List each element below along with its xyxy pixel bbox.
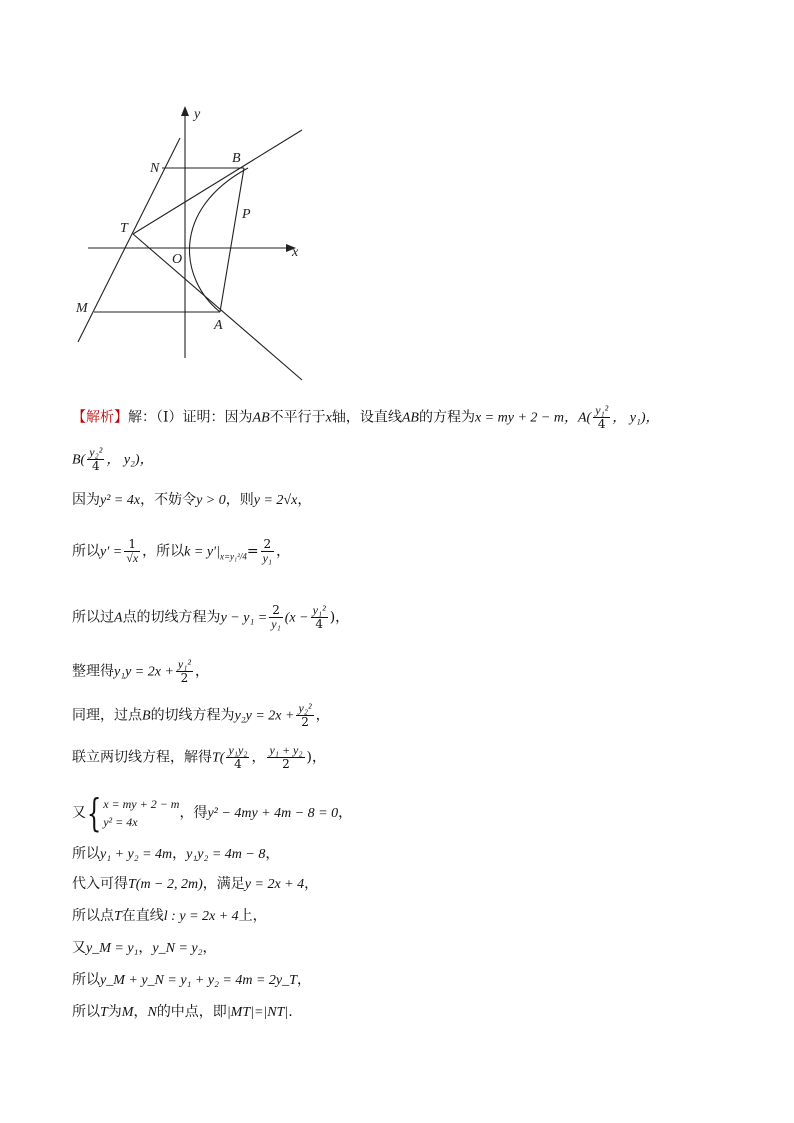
label-p: P [242, 207, 251, 222]
label-y: y [194, 107, 201, 122]
label-a: A [214, 318, 223, 333]
label-n: N [150, 161, 160, 176]
label-t: T [120, 221, 128, 236]
label-o: O [172, 252, 183, 267]
solution-line-9: 又{ x = my + 2 − m y² = 4x ，得y² − 4my + 4m − 8 = 0， [72, 791, 353, 835]
tangent-line-a [133, 234, 302, 380]
solution-line-3: 因为y² = 4x，不妨令y > 0，则y = 2√x， [72, 492, 312, 508]
label-b: B [232, 151, 241, 166]
solution-line-13: 又y_M = y₁，y_N = y₂， [72, 940, 217, 956]
solution-line-10: 所以y₁ + y₂ = 4m，y₁y₂ = 4m − 8， [72, 846, 280, 862]
directrix-line [78, 138, 183, 342]
analysis-tag: 【解析】 [72, 409, 128, 426]
solution-line-1: 【解析】解：（Ⅰ）证明：因为AB不平行于x轴，设直线AB的方程为x = my + 2 − m，A( $\frac{\text{y₁²}}{4}$ ， y₁)， [72, 403, 660, 431]
solution-line-2: B( $\frac{\text{y₂²}}{4}$ ， y₂)， [72, 445, 154, 473]
label-m: M [76, 301, 88, 316]
solution-line-7: 同理，过点B的切线方程为y₂y = 2x + $\frac{\text{y₂²}}{2}$ ， [72, 701, 330, 729]
geometry-figure [70, 100, 320, 390]
solution-line-5: 所以过A点的切线方程为y − y₁ = $\frac{2}{\text{y₁}}$ (x − $\frac{\text{y₁²}}{4}$ )， [72, 603, 350, 631]
solution-line-8: 联立两切线方程，解得T( $\frac{\text{y₁y₂}}{4}$ ， $\frac{\text{y₁ + y₂}}{2}$ )， [72, 743, 327, 771]
label-x: x [292, 245, 299, 260]
solution-line-11: 代入可得T(m − 2, 2m)，满足y = 2x + 4， [72, 876, 319, 892]
solution-line-14: 所以y_M + y_N = y₁ + y₂ = 4m = 2y_T， [72, 972, 311, 988]
solution-line-12: 所以点T在直线l : y = 2x + 4上， [72, 908, 267, 924]
solution-line-4: 所以y′ = $\frac{1}{√x}$ ，所以$k = y'|_{x=y_1^2/4}=$ $\frac{2}{\text{y₁}}$ ， [72, 537, 291, 565]
solution-line-6: 整理得y₁y = 2x + $\frac{\text{y₁²}}{2}$ ， [72, 657, 210, 685]
chord-ab [220, 168, 244, 312]
solution-line-15: 所以T为M，N的中点，即|MT|=|NT|. [72, 1004, 293, 1020]
y-axis-arrow [181, 106, 189, 116]
